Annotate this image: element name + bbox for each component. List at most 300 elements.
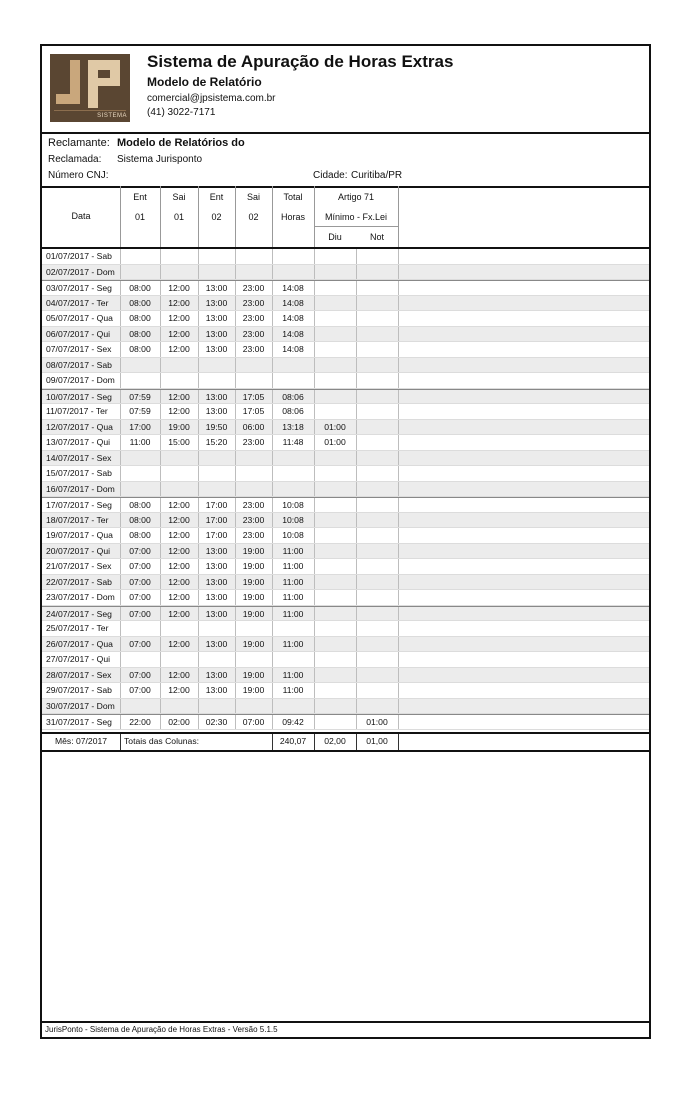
row-sai2: 07:00 — [242, 717, 265, 727]
divider — [235, 342, 236, 357]
divider — [120, 668, 121, 683]
row-date: 04/07/2017 - Ter — [46, 297, 109, 308]
table-row — [42, 311, 649, 327]
divider — [272, 265, 273, 280]
divider — [120, 249, 121, 264]
row-total: 11:00 — [282, 608, 304, 619]
divider — [398, 342, 399, 357]
row-sai2: 19:00 — [242, 561, 265, 571]
divider — [314, 668, 315, 683]
divider — [272, 607, 273, 621]
divider — [160, 296, 161, 311]
divider — [120, 186, 121, 247]
row-diu — [314, 544, 356, 559]
divider — [160, 404, 161, 419]
divider — [160, 373, 161, 388]
row-not — [356, 699, 398, 714]
divider — [198, 683, 199, 698]
row-ent1 — [120, 358, 160, 373]
row-not — [356, 281, 398, 295]
row-sai2 — [235, 699, 272, 714]
divider — [272, 637, 273, 652]
row-total: 14:08 — [282, 313, 304, 323]
row-ent1: 07:00 — [129, 669, 151, 680]
divider — [314, 373, 315, 388]
row-ent2 — [198, 466, 235, 481]
divider — [314, 528, 315, 543]
divider — [272, 575, 273, 590]
row-diu — [314, 607, 356, 621]
table-row — [42, 296, 649, 312]
divider — [272, 435, 273, 450]
divider — [160, 715, 161, 729]
divider — [272, 590, 273, 605]
divider — [314, 358, 315, 373]
row-date: 20/07/2017 - Qui — [46, 545, 111, 556]
row-diu — [314, 281, 356, 295]
row-diu — [314, 513, 356, 528]
row-not — [356, 683, 398, 698]
row-ent2: 13:00 — [205, 344, 228, 354]
divider — [160, 559, 161, 574]
divider — [272, 451, 273, 466]
report-footer — [42, 1021, 649, 1037]
divider — [235, 699, 236, 714]
cnj-label: Número CNJ: — [48, 170, 109, 181]
divider — [398, 249, 399, 264]
contact-phone: (41) 3022-7171 — [147, 107, 216, 118]
row-total: 14:08 — [282, 297, 304, 308]
divider — [398, 482, 399, 497]
row-sai1 — [160, 358, 198, 373]
table-row — [42, 699, 649, 715]
row-sai1: 12:00 — [168, 669, 190, 680]
table-row — [42, 528, 649, 544]
row-date: 09/07/2017 - Dom — [46, 375, 115, 385]
divider — [314, 544, 315, 559]
divider — [198, 281, 199, 295]
col-not: Not — [369, 232, 384, 242]
row-ent2: 13:00 — [205, 297, 228, 308]
row-total — [272, 451, 314, 466]
divider — [198, 420, 199, 435]
row-sai2: 19:00 — [242, 685, 265, 695]
divider — [235, 590, 236, 605]
row-not — [356, 559, 398, 574]
row-sai1: 12:00 — [168, 545, 190, 556]
divider — [356, 668, 357, 683]
row-total: 11:00 — [282, 685, 304, 695]
divider — [235, 281, 236, 295]
row-ent1: 22:00 — [129, 717, 151, 727]
row-not — [356, 575, 398, 590]
row-ent2: 13:00 — [205, 608, 228, 619]
row-date: 31/07/2017 - Seg — [46, 717, 112, 727]
divider — [314, 621, 315, 636]
row-ent1: 17:00 — [129, 421, 151, 432]
col-artigo: Artigo 71 — [337, 192, 375, 202]
divider — [314, 652, 315, 667]
divider — [356, 342, 357, 357]
divider — [272, 559, 273, 574]
divider — [160, 281, 161, 295]
divider — [356, 249, 357, 264]
divider — [160, 466, 161, 481]
row-date: 29/07/2017 - Sab — [46, 685, 112, 695]
case-info — [42, 132, 649, 188]
divider — [235, 607, 236, 621]
divider — [398, 281, 399, 295]
row-not — [356, 528, 398, 543]
divider — [272, 249, 273, 264]
divider — [398, 544, 399, 559]
divider — [272, 668, 273, 683]
divider — [235, 311, 236, 326]
row-ent2 — [198, 373, 235, 388]
row-sai2: 06:00 — [242, 421, 265, 432]
divider — [398, 699, 399, 714]
table-row — [42, 420, 649, 436]
row-total: 08:06 — [282, 391, 304, 402]
row-sai1 — [160, 621, 198, 636]
row-total: 13:18 — [282, 421, 304, 432]
divider — [398, 311, 399, 326]
divider — [314, 249, 315, 264]
table-row — [42, 575, 649, 591]
divider — [356, 482, 357, 497]
table-row — [42, 389, 649, 405]
row-not — [356, 296, 398, 311]
divider — [398, 420, 399, 435]
divider — [356, 683, 357, 698]
divider — [120, 544, 121, 559]
divider — [235, 683, 236, 698]
divider — [160, 544, 161, 559]
row-date: 14/07/2017 - Sex — [46, 452, 112, 463]
row-total — [272, 265, 314, 280]
table-row — [42, 451, 649, 467]
divider — [160, 637, 161, 652]
row-sai1: 12:00 — [168, 297, 190, 308]
row-ent1 — [120, 265, 160, 280]
row-not — [356, 482, 398, 497]
divider — [398, 404, 399, 419]
row-total — [272, 652, 314, 667]
row-sai2: 23:00 — [242, 500, 265, 510]
row-not — [356, 668, 398, 683]
row-total: 10:08 — [282, 514, 304, 525]
row-sai1 — [160, 265, 198, 280]
table-row — [42, 637, 649, 653]
row-diu — [314, 404, 356, 419]
divider — [356, 311, 357, 326]
table-row — [42, 606, 649, 622]
row-ent1: 07:00 — [129, 608, 151, 619]
divider — [198, 715, 199, 729]
divider — [272, 683, 273, 698]
divider — [356, 621, 357, 636]
divider — [160, 327, 161, 342]
row-date: 27/07/2017 - Qui — [46, 654, 111, 664]
reclamante-label: Reclamante: — [48, 137, 110, 149]
cidade-label: Cidade: — [313, 170, 348, 181]
row-date: 25/07/2017 - Ter — [46, 623, 109, 633]
col-ent2-top: Ent — [209, 192, 224, 202]
divider — [120, 390, 121, 404]
divider — [120, 342, 121, 357]
divider — [272, 373, 273, 388]
table-row — [42, 559, 649, 575]
divider — [272, 466, 273, 481]
divider — [314, 734, 315, 750]
row-ent2: 13:00 — [205, 592, 228, 602]
divider — [272, 715, 273, 729]
row-ent2 — [198, 265, 235, 280]
row-date: 06/07/2017 - Qui — [46, 328, 111, 339]
row-not — [356, 498, 398, 512]
row-diu — [314, 390, 356, 404]
row-sai2: 23:00 — [242, 283, 265, 293]
row-sai1 — [160, 373, 198, 388]
row-date: 13/07/2017 - Qui — [46, 437, 111, 447]
divider — [398, 528, 399, 543]
row-date: 15/07/2017 - Sab — [46, 468, 112, 478]
row-sai1 — [160, 482, 198, 497]
row-diu: 01:00 — [324, 421, 346, 432]
row-diu — [314, 668, 356, 683]
divider — [356, 544, 357, 559]
divider — [314, 715, 315, 729]
divider — [120, 466, 121, 481]
divider — [398, 358, 399, 373]
row-total: 14:08 — [282, 328, 304, 339]
row-ent2: 17:00 — [205, 514, 228, 525]
divider — [356, 373, 357, 388]
row-diu — [314, 296, 356, 311]
divider — [120, 734, 121, 750]
row-ent2: 13:00 — [205, 328, 228, 339]
divider — [198, 575, 199, 590]
table-row — [42, 466, 649, 482]
row-ent1: 08:00 — [129, 344, 151, 354]
row-date: 21/07/2017 - Sex — [46, 561, 112, 571]
divider — [235, 358, 236, 373]
divider — [160, 575, 161, 590]
row-ent1: 07:00 — [129, 685, 151, 695]
row-date: 26/07/2017 - Qua — [46, 638, 113, 649]
divider — [120, 327, 121, 342]
divider — [272, 296, 273, 311]
row-sai2 — [235, 265, 272, 280]
divider — [356, 559, 357, 574]
row-ent2: 13:00 — [205, 283, 228, 293]
divider — [120, 281, 121, 295]
row-date: 02/07/2017 - Dom — [46, 266, 115, 277]
col-ent1-bottom: 01 — [134, 212, 145, 222]
row-ent2 — [198, 249, 235, 264]
row-sai1: 12:00 — [168, 530, 190, 540]
row-ent1: 08:00 — [129, 514, 151, 525]
divider — [120, 683, 121, 698]
divider — [272, 404, 273, 419]
divider — [314, 404, 315, 419]
divider — [198, 404, 199, 419]
table-row — [42, 404, 649, 420]
divider — [272, 358, 273, 373]
row-sai2 — [235, 249, 272, 264]
row-not — [356, 513, 398, 528]
row-sai1: 12:00 — [168, 406, 190, 416]
divider — [120, 715, 121, 729]
divider — [314, 186, 315, 247]
row-date: 12/07/2017 - Qua — [46, 421, 113, 432]
logo-text: SISTEMA — [97, 113, 127, 119]
row-ent2 — [198, 652, 235, 667]
row-ent2: 13:00 — [205, 545, 228, 556]
row-ent1 — [120, 466, 160, 481]
divider — [356, 420, 357, 435]
divider — [198, 265, 199, 280]
row-diu — [314, 683, 356, 698]
row-diu — [314, 715, 356, 729]
divider — [235, 544, 236, 559]
row-diu — [314, 575, 356, 590]
row-total: 11:00 — [282, 545, 304, 556]
totals-label: Totais das Colunas: — [124, 736, 199, 746]
divider — [198, 311, 199, 326]
table-row — [42, 280, 649, 296]
row-total: 11:48 — [282, 437, 304, 447]
row-sai2: 17:05 — [242, 391, 265, 402]
row-not — [356, 311, 398, 326]
col-sai2-bottom: 02 — [248, 212, 259, 222]
row-diu — [314, 451, 356, 466]
row-ent1: 07:00 — [129, 592, 151, 602]
divider — [160, 390, 161, 404]
divider — [120, 373, 121, 388]
row-sai2: 23:00 — [242, 328, 265, 339]
divider — [160, 621, 161, 636]
row-total: 11:00 — [282, 576, 304, 587]
row-date: 30/07/2017 - Dom — [46, 700, 115, 711]
table-row — [42, 327, 649, 343]
divider — [120, 451, 121, 466]
row-ent2: 13:00 — [205, 406, 228, 416]
row-sai2 — [235, 358, 272, 373]
divider — [272, 528, 273, 543]
row-sai2: 23:00 — [242, 514, 265, 525]
row-ent1 — [120, 482, 160, 497]
row-ent1: 07:00 — [129, 561, 151, 571]
divider — [235, 482, 236, 497]
row-diu — [314, 699, 356, 714]
divider — [272, 621, 273, 636]
row-sai2: 23:00 — [242, 437, 265, 447]
row-total: 11:00 — [282, 669, 304, 680]
divider — [356, 358, 357, 373]
row-date: 17/07/2017 - Seg — [46, 500, 112, 510]
divider — [198, 528, 199, 543]
row-ent1: 07:00 — [129, 638, 151, 649]
divider — [356, 637, 357, 652]
row-sai1: 12:00 — [168, 313, 190, 323]
divider — [398, 373, 399, 388]
divider — [314, 435, 315, 450]
divider — [160, 420, 161, 435]
row-sai1 — [160, 466, 198, 481]
table-row — [42, 668, 649, 684]
row-ent1: 08:00 — [129, 530, 151, 540]
totals-not: 01,00 — [366, 736, 388, 746]
divider — [160, 498, 161, 512]
divider — [120, 265, 121, 280]
divider — [314, 226, 398, 227]
divider — [314, 559, 315, 574]
row-sai1 — [160, 249, 198, 264]
divider — [120, 559, 121, 574]
row-not — [356, 621, 398, 636]
divider — [398, 186, 399, 247]
row-sai2: 23:00 — [242, 313, 265, 323]
divider — [356, 265, 357, 280]
row-date: 24/07/2017 - Seg — [46, 608, 112, 619]
row-date: 23/07/2017 - Dom — [46, 592, 115, 602]
row-ent2 — [198, 699, 235, 714]
divider — [235, 404, 236, 419]
row-ent2: 15:20 — [205, 437, 228, 447]
row-not — [356, 466, 398, 481]
row-not — [356, 249, 398, 264]
row-date: 01/07/2017 - Sab — [46, 251, 112, 261]
divider — [314, 265, 315, 280]
contact-email: comercial@jpsistema.com.br — [147, 93, 276, 104]
divider — [235, 466, 236, 481]
row-ent1 — [120, 249, 160, 264]
divider — [160, 528, 161, 543]
divider — [198, 186, 199, 247]
row-sai2: 23:00 — [242, 530, 265, 540]
row-ent1: 08:00 — [129, 500, 151, 510]
divider — [120, 296, 121, 311]
divider — [272, 699, 273, 714]
divider — [314, 590, 315, 605]
row-sai2: 19:00 — [242, 576, 265, 587]
row-sai2: 19:00 — [242, 638, 265, 649]
divider — [198, 482, 199, 497]
divider — [272, 734, 273, 750]
divider — [120, 637, 121, 652]
divider — [272, 311, 273, 326]
table-row — [42, 342, 649, 358]
divider — [160, 590, 161, 605]
company-logo — [50, 54, 130, 122]
divider — [120, 420, 121, 435]
divider — [120, 435, 121, 450]
divider — [314, 296, 315, 311]
row-sai1 — [160, 451, 198, 466]
col-ent2-bottom: 02 — [211, 212, 222, 222]
divider — [398, 559, 399, 574]
divider — [356, 498, 357, 512]
divider — [235, 715, 236, 729]
row-ent2: 17:00 — [205, 530, 228, 540]
divider — [398, 327, 399, 342]
row-diu — [314, 637, 356, 652]
divider — [160, 358, 161, 373]
row-ent1 — [120, 699, 160, 714]
col-sai1-top: Sai — [172, 192, 186, 202]
divider — [398, 451, 399, 466]
